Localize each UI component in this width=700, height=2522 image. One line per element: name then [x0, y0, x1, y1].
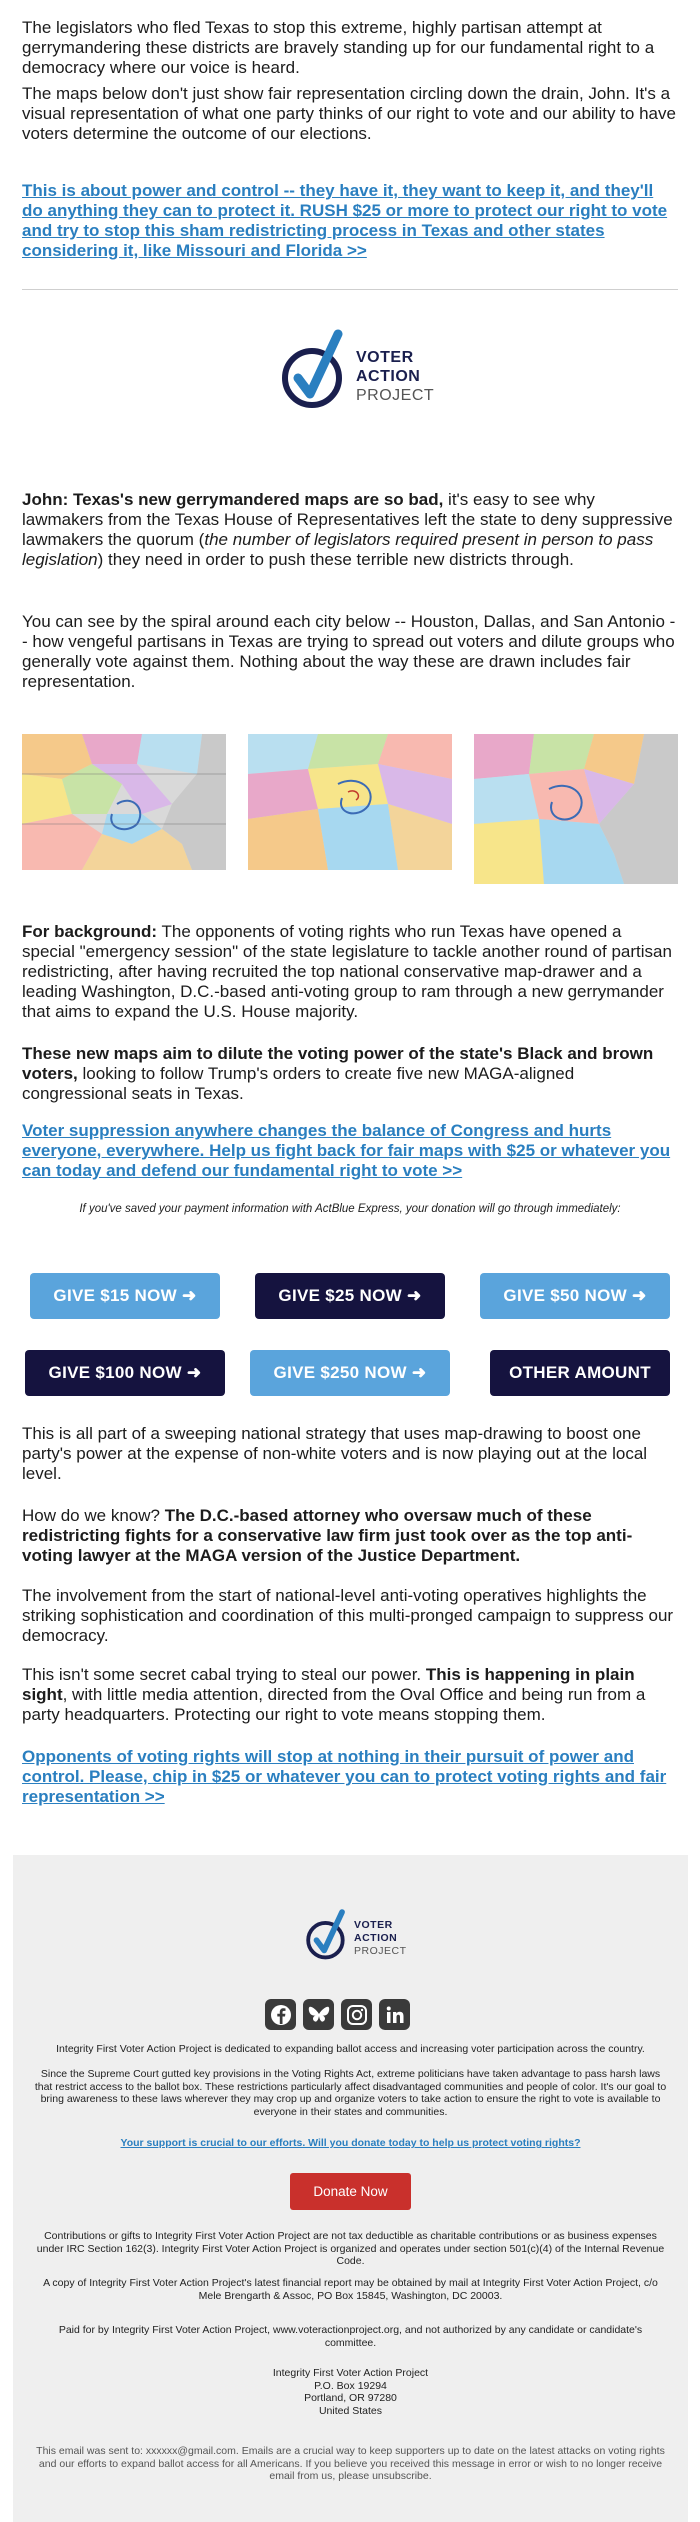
address-line: P.O. Box 19294: [314, 2379, 387, 2392]
attorney-fact: The D.C.-based attorney who oversaw much of these redistricting fights for a conservative law firm just took over as the top anti-voting lawyer at the MAGA version of the Justice Department.: [22, 1506, 633, 1565]
footer-financial-report: A copy of Integrity First Voter Action Project's latest financial report may be obtained by mail at Integrity First Voter Action Project, c/o Mele Brengarth & Assoc, PO Box 15845, Washington, DC 20003.: [43, 2277, 658, 2302]
donate-link-voter-suppression[interactable]: Voter suppression anywhere changes the balance of Congress and hurts everyone, everywhere. Help us fight back for fair maps with $25 or whatever you can today and defend our fundamental right to vote >>: [22, 1121, 671, 1180]
footer-logo-line-voter: VOTER: [354, 1919, 393, 1931]
body-text: , with little media attention, directed from the Oval Office and being run from a party headquarters. Protecting our right to vote means stopping them.: [22, 1685, 646, 1724]
body-text: ) they need in order to push these terrible new districts through.: [97, 550, 574, 569]
footer-logo-line-project: PROJECT: [354, 1945, 407, 1957]
body-text: looking to follow Trump's orders to create five new MAGA-aligned congressional seats in Texas.: [22, 1064, 575, 1103]
footer-paid-for: Paid for by Integrity First Voter Action Project, www.voteractionproject.org, and not authorized by any candidate or candidate's committee.: [58, 2324, 643, 2349]
facebook-icon[interactable]: [265, 1999, 296, 2030]
dilute-lead: These new maps aim to dilute the voting power of the state's Black and brown voters,: [22, 1044, 654, 1083]
body-paragraph-national-strategy: This is all part of a sweeping national strategy that uses map-drawing to boost one party's power at the expense of non-white voters and is now playing out at the local level.: [22, 1424, 648, 1483]
background-lead: For background:: [22, 922, 158, 941]
intro-paragraph-1: The legislators who fled Texas to stop this extreme, highly partisan attempt at gerrymandering these districts are bravely standing up for our fundamental right to a democracy where our voice is heard.: [22, 18, 655, 77]
donate-now-button[interactable]: Donate Now: [290, 2173, 411, 2210]
give-50-button[interactable]: GIVE $50 NOW ➜: [480, 1273, 670, 1319]
logo-line-voter: VOTER: [356, 349, 414, 366]
footer-logo-line-action: ACTION: [354, 1932, 398, 1944]
give-100-button[interactable]: GIVE $100 NOW ➜: [25, 1350, 225, 1396]
footer-contributions: Contributions or gifts to Integrity First Voter Action Project are not tax deductible as charitable contributions or as business expenses under IRC Section 162(3). Integrity First Voter Action Project is organized and operates under section 501(c)(4) of the Internal Revenue Code.: [36, 2230, 665, 2267]
checkmark-circle-icon: [305, 1907, 351, 1967]
footer-mission: Integrity First Voter Action Project is dedicated to expanding ballot access and increasing voter participation across the country.: [56, 2043, 645, 2055]
divider: [22, 289, 678, 290]
footer-logo: [305, 1907, 405, 1969]
body-text: How do we know?: [22, 1506, 165, 1525]
address-line: Integrity First Voter Action Project: [272, 2367, 429, 2379]
logo-line-project: PROJECT: [356, 387, 435, 404]
other-amount-button[interactable]: OTHER AMOUNT: [490, 1350, 670, 1396]
footer: [13, 1855, 688, 2522]
body-paragraph-plain-sight: [22, 1665, 678, 1725]
donate-link-power-control[interactable]: This is about power and control -- they have it, they want to keep it, and they'll do anything they can to protect it. RUSH $25 or more to protect our right to vote and try to stop this sham redistricting process in Texas and other states considering it, like Missouri and Florida >>: [22, 181, 668, 260]
body-paragraph-background: [22, 922, 678, 1022]
quorum-definition: the number of legislators required present in person to pass legislation: [22, 530, 654, 569]
checkmark-circle-icon: [280, 328, 352, 418]
footer-email-note: This email was sent to: xxxxxx@gmail.com. Emails are a crucial way to keep supporters up to date on the latest attacks on voting rights and our efforts to expand ballot access for all Americans. If you believe you received this message in error or wish to no longer receive email from us, please unsubscribe.: [36, 2445, 665, 2482]
san-antonio-map: [474, 734, 678, 884]
body-paragraph-gerrymander-lead: John: Texas's new gerrymandered maps are so bad,: [22, 490, 444, 509]
body-text: The opponents of voting rights who run Texas have opened a special "emergency session" of the state legislature to tackle another round of partisan redistricting, after having recruited the top national conservative map-drawer and a leading Washington, D.C.-based anti-voting group to ram through a new gerrymander that aims to expand the U.S. House majority.: [22, 922, 672, 1021]
voter-action-project-logo: [280, 328, 435, 418]
body-paragraph-gerrymander: [22, 490, 678, 570]
footer-since: Since the Supreme Court gutted key provisions in the Voting Rights Act, extreme politicians have taken advantage to pass harsh laws that restrict access to the ballot box. These restrictions particularly affect disadvantaged communities and people of color. It's our goal to bring awareness to these laws wherever they may crop up and organize voters to take action to ensure the right to vote is available to everyone in their states and communities.: [34, 2068, 667, 2118]
butterfly-icon[interactable]: [303, 1999, 334, 2030]
plain-sight-lead: This is happening in plain sight: [22, 1665, 635, 1704]
address-line: United States: [318, 2404, 383, 2417]
instagram-icon[interactable]: [341, 1999, 372, 2030]
body-paragraph-dilute: [22, 1044, 678, 1104]
body-paragraph-spiral: You can see by the spiral around each city below -- Houston, Dallas, and San Antonio -- how vengeful partisans in Texas are trying to spread out voters and dilute groups who generally vote against them. Nothing about the way these are drawn includes fair representation.: [22, 612, 676, 691]
address-line: Portland, OR 97280: [304, 2392, 397, 2404]
body-text: it's easy to see why lawmakers from the Texas House of Representatives left the state to deny suppressive lawmakers the quorum (: [22, 490, 673, 549]
footer-support-link[interactable]: Your support is crucial to our efforts. Will you donate today to help us protect voting rights?: [120, 2137, 581, 2149]
give-250-button[interactable]: GIVE $250 NOW ➜: [250, 1350, 450, 1396]
footer-address: [33, 2367, 668, 2417]
donate-link-opponents[interactable]: Opponents of voting rights will stop at nothing in their pursuit of power and control. Please, chip in $25 or whatever you can to protect voting rights and fair representation >>: [22, 1747, 667, 1806]
actblue-note: If you've saved your payment information with ActBlue Express, your donation will go through immediately:: [79, 1203, 621, 1215]
dallas-map: [248, 734, 452, 870]
give-15-button[interactable]: GIVE $15 NOW ➜: [30, 1273, 220, 1319]
body-text: This isn't some secret cabal trying to steal our power.: [22, 1665, 426, 1684]
intro-paragraph-2: The maps below don't just show fair representation circling down the drain, John. It's a visual representation of what one party thinks of our right to vote and our ability to have voters determine the outcome of our elections.: [22, 84, 676, 143]
body-paragraph-how-know: [22, 1506, 678, 1566]
district-maps: [22, 734, 678, 884]
linkedin-icon[interactable]: [379, 1999, 410, 2030]
give-25-button[interactable]: GIVE $25 NOW ➜: [255, 1273, 445, 1319]
body-paragraph-involvement: The involvement from the start of national-level anti-voting operatives highlights the striking sophistication and coordination of this multi-pronged campaign to suppress our democracy.: [22, 1586, 674, 1645]
houston-map: [22, 734, 226, 870]
logo-line-action: ACTION: [356, 368, 421, 385]
